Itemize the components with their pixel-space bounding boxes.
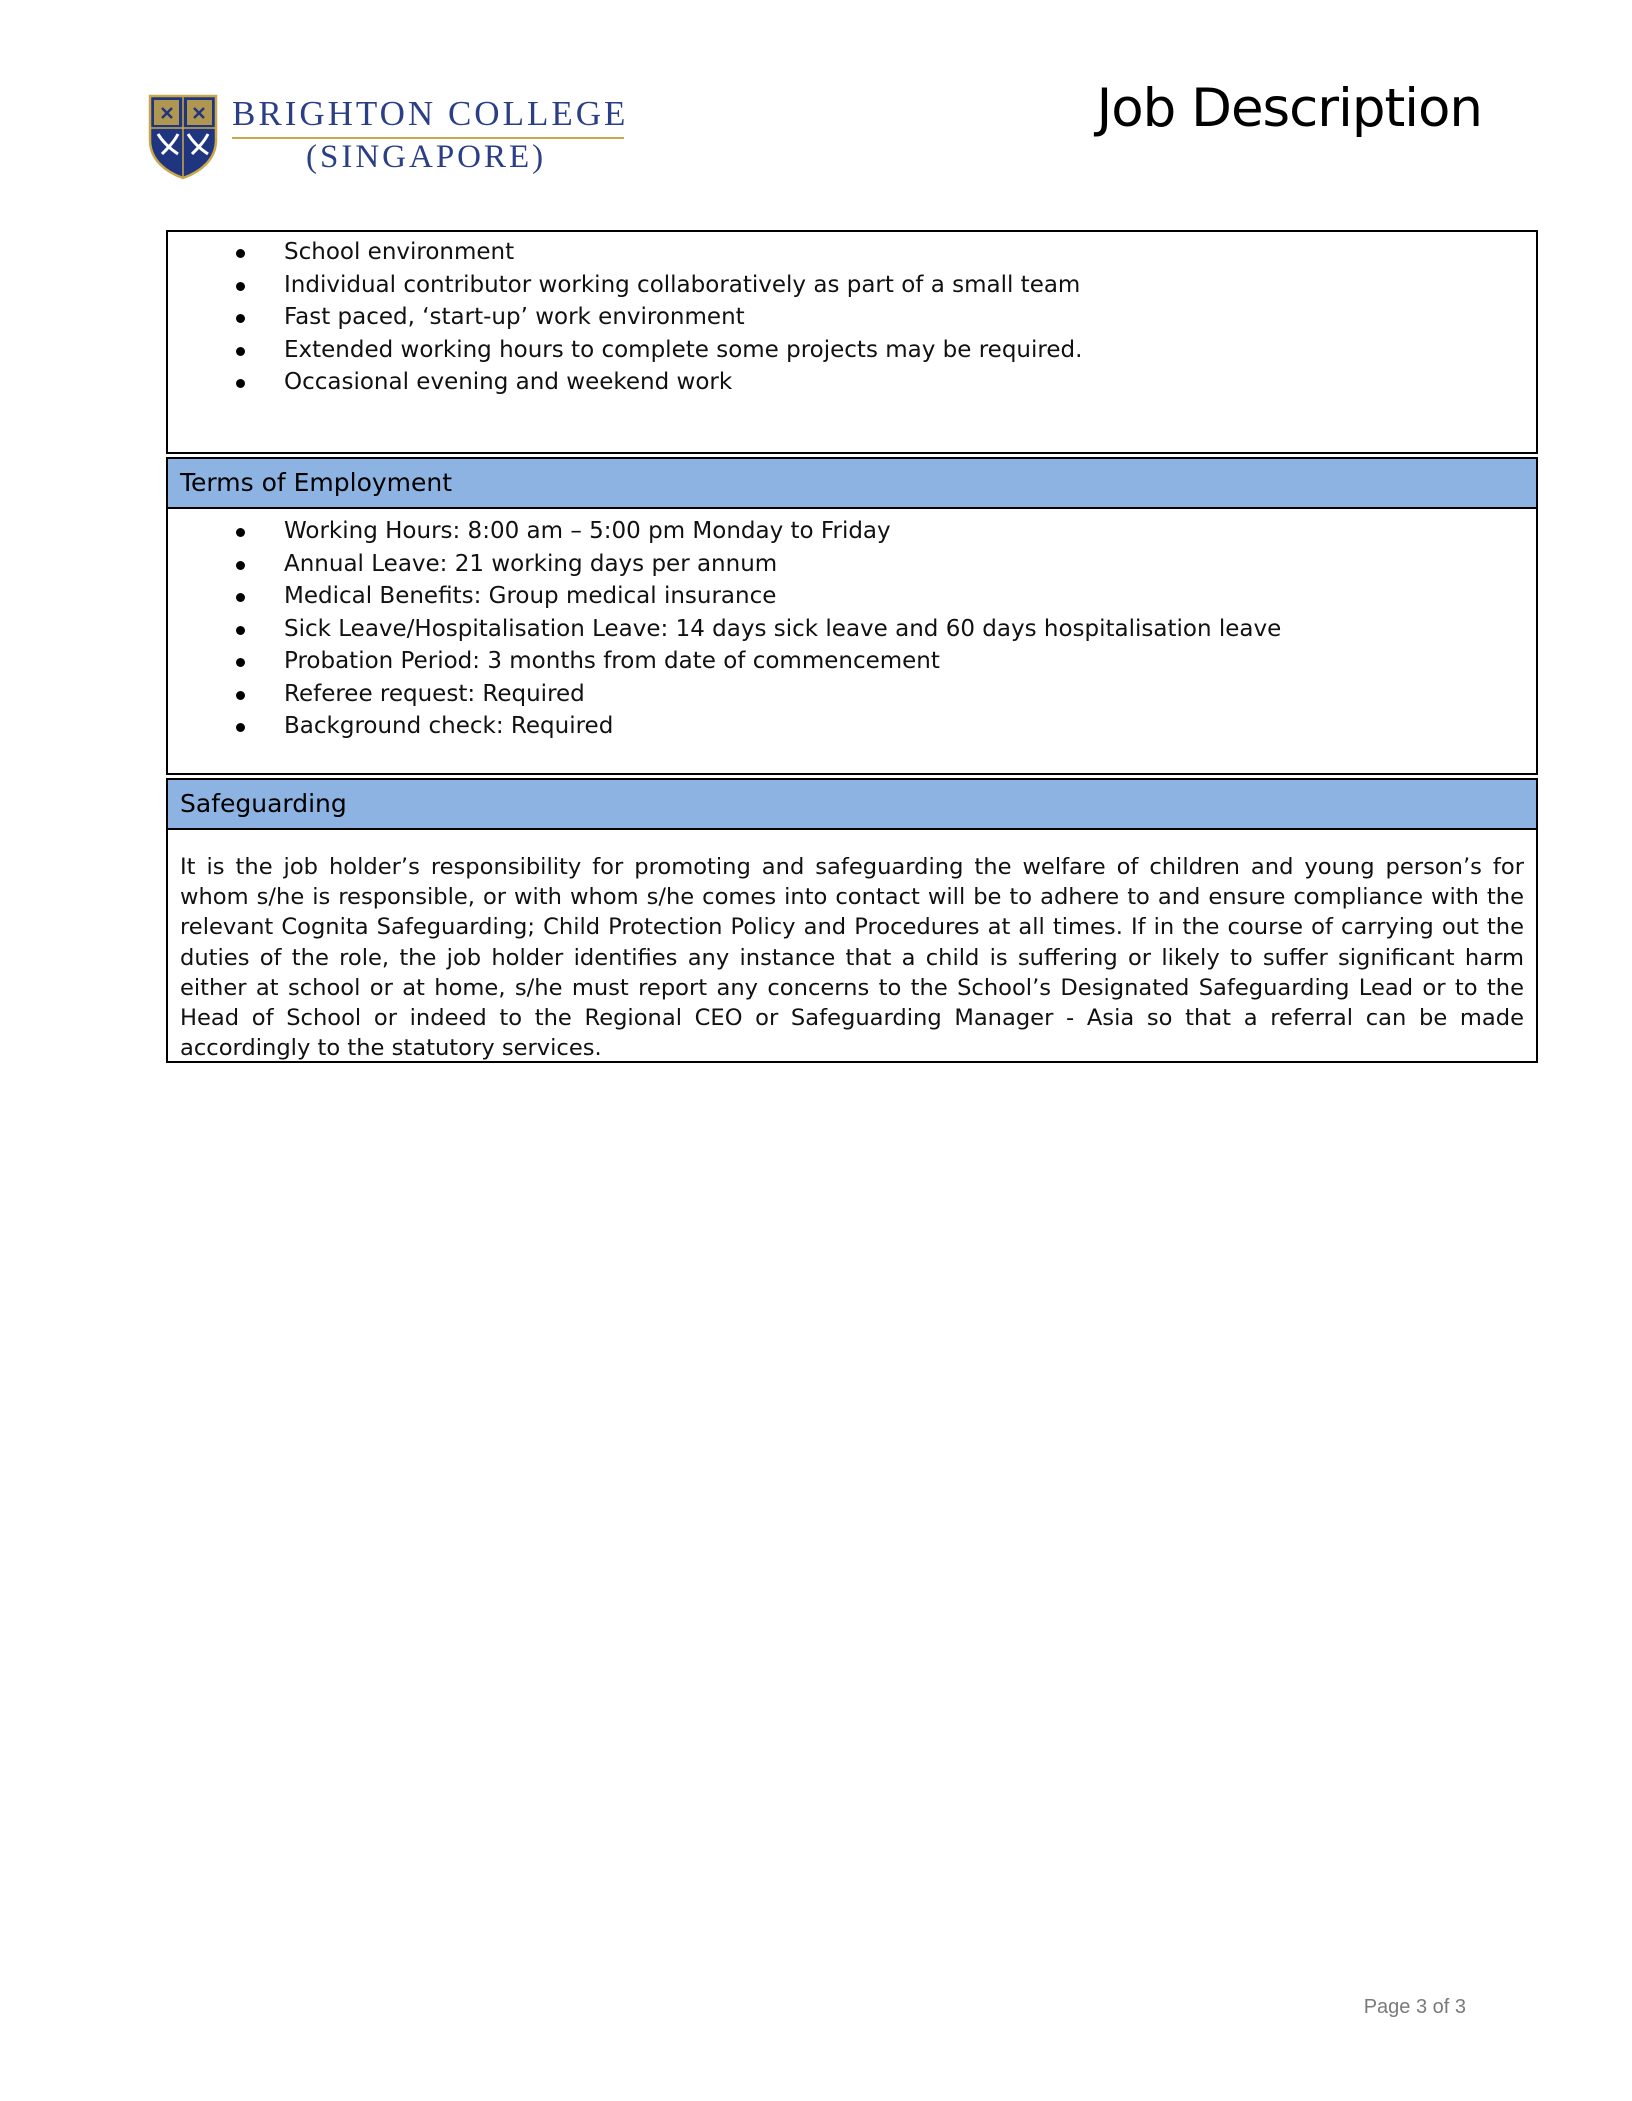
list-item <box>168 236 1536 269</box>
page-number: Page 3 of 3 <box>1363 1996 1466 2018</box>
college-logo <box>148 94 628 184</box>
bullet-icon <box>236 561 245 570</box>
safeguarding-section <box>166 778 1538 1063</box>
crest-icon <box>148 94 218 180</box>
list-item <box>168 301 1536 334</box>
list-item <box>168 645 1536 678</box>
job-description-table <box>166 230 1538 1063</box>
bullet-icon <box>236 626 245 635</box>
bullet-icon <box>236 593 245 602</box>
terms-list <box>168 515 1536 743</box>
list-item-text: School environment <box>284 239 515 265</box>
bullet-icon <box>236 723 245 732</box>
bullet-icon <box>236 691 245 700</box>
document-title: Job Description <box>1096 78 1482 139</box>
list-item <box>168 580 1536 613</box>
bullet-icon <box>236 528 245 537</box>
section-heading: Terms of Employment <box>168 459 1536 509</box>
list-item <box>168 678 1536 711</box>
safeguarding-text: It is the job holder’s responsibility for promoting and safeguarding the welfare of children and young person’s for whom s/he is responsible, or with whom s/he comes into contact will be to adhere to and ensure compliance with the relevant Cognita Safeguarding; Child Protection Policy and Procedures at all times. If in the course of carrying out the duties of the role, the job holder identifies any instance that a child is suffering or likely to suffer significant harm either at school or at home, s/he must report any concerns to the School’s Designated Safeguarding Lead or to the Head of School or indeed to the Regional CEO or Safeguarding Manager - Asia so that a referral can be made accordingly to the statutory services. <box>180 854 1524 1062</box>
list-item-text: Probation Period: 3 months from date of commencement <box>284 648 940 674</box>
list-item <box>168 269 1536 302</box>
bullet-icon <box>236 658 245 667</box>
terms-of-employment-section <box>166 457 1538 775</box>
bullet-icon <box>236 249 245 258</box>
list-item-text: Fast paced, ‘start-up’ work environment <box>284 304 745 330</box>
list-item-text: Medical Benefits: Group medical insurance <box>284 583 777 609</box>
list-item <box>168 515 1536 548</box>
list-item <box>168 548 1536 581</box>
list-item-text: Background check: Required <box>284 713 614 739</box>
bullet-icon <box>236 347 245 356</box>
section-heading: Safeguarding <box>168 780 1536 830</box>
list-item-text: Occasional evening and weekend work <box>284 369 733 395</box>
list-item-text: Referee request: Required <box>284 680 585 707</box>
college-location: (SINGAPORE) <box>306 139 547 175</box>
list-item <box>168 366 1536 399</box>
list-item-text: Extended working hours to complete some projects may be required. <box>284 336 1083 363</box>
terms-body <box>168 509 1536 773</box>
bullet-icon <box>236 379 245 388</box>
list-item-text: Annual Leave: 21 working days per annum <box>284 550 778 577</box>
list-item <box>168 334 1536 367</box>
list-item <box>168 710 1536 743</box>
list-item <box>168 613 1536 646</box>
working-environment-list <box>168 236 1536 399</box>
list-item-text: Working Hours: 8:00 am – 5:00 pm Monday to Friday <box>284 518 891 544</box>
bullet-icon <box>236 282 245 291</box>
list-item-text: Sick Leave/Hospitalisation Leave: 14 days sick leave and 60 days hospitalisation leave <box>284 615 1282 642</box>
list-item-text: Individual contributor working collaboratively as part of a small team <box>284 271 1081 298</box>
college-name: BRIGHTON COLLEGE <box>232 94 629 133</box>
bullet-icon <box>236 314 245 323</box>
working-environment-section <box>166 230 1538 454</box>
